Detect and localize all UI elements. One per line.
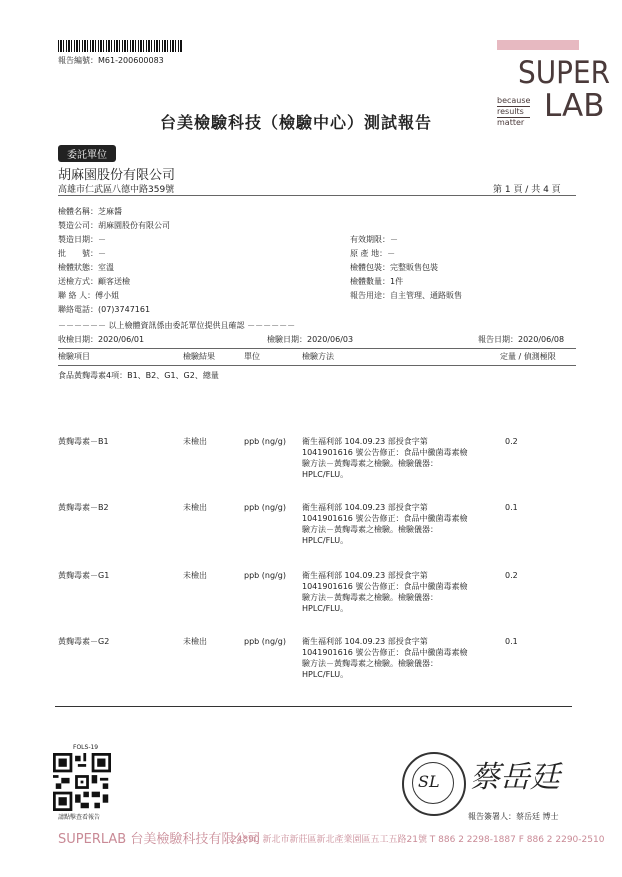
logo-tagline-line: results	[497, 107, 530, 118]
sample-expiry: 有效期限：－	[350, 235, 398, 244]
sample-state: 檢體狀態：室溫	[58, 263, 114, 272]
footer-address: 24890 新北市新莊區新北產業園區五工五路21號 T 886 2 2298-1887 F 886 2 2290-2510	[231, 835, 605, 845]
row-limit: 0.1	[505, 503, 518, 512]
col-result: 檢驗結果	[183, 352, 215, 361]
row-method-line: 衛生福利部 104.09.23 部授食字第	[302, 637, 428, 646]
client-address: 高雄市仁武區八德中路359號	[58, 185, 175, 195]
row-unit: ppb (ng/g)	[244, 437, 286, 446]
row-item: 黃麴毒素－B2	[58, 503, 109, 512]
qr-code[interactable]	[53, 753, 111, 811]
row-limit: 0.2	[505, 571, 518, 580]
row-item: 黃麴毒素－G2	[58, 637, 110, 646]
qr-caption: 請點擊查看報告	[58, 814, 101, 821]
row-method-line: 1041901616 號公告修正：食品中黴菌毒素檢	[302, 514, 468, 523]
report-date: 報告日期：2020/06/08	[478, 335, 565, 344]
row-method-line: 1041901616 號公告修正：食品中黴菌毒素檢	[302, 648, 468, 657]
row-result: 未檢出	[183, 571, 207, 580]
row-method-line: 驗方法－黃麴毒素之檢驗。檢驗儀器：	[302, 659, 438, 668]
report-signer: 報告簽署人：蔡岳廷 博士	[468, 812, 559, 821]
sample-purpose: 報告用途：自主管理、通路販售	[350, 291, 462, 300]
sample-confirm-note: －－－－－－ 以上檢體資訊係由委託單位提供且確認 －－－－－－	[58, 321, 296, 330]
barcode	[58, 40, 182, 52]
logo-tagline-line: matter	[497, 118, 525, 127]
sample-delivery: 送檢方式：顧客送檢	[58, 277, 130, 286]
qr-code-id: FOLS-19	[73, 744, 99, 751]
report-title: 台美檢驗科技（檢驗中心）測試報告	[160, 113, 433, 132]
row-method-line: HPLC/FLU。	[302, 470, 349, 479]
sample-name: 檢體名稱：芝麻醬	[58, 207, 122, 216]
sample-phone: 聯絡電話：(07)3747161	[58, 305, 151, 314]
page-indicator: 第 1 頁 / 共 4 頁	[493, 185, 561, 195]
row-result: 未檢出	[183, 503, 207, 512]
row-limit: 0.2	[505, 437, 518, 446]
sample-contact: 聯 絡 人：傅小姐	[58, 291, 120, 300]
row-method-line: 驗方法－黃麴毒素之檢驗。檢驗儀器：	[302, 459, 438, 468]
logo-tagline	[497, 96, 530, 128]
row-method-line: 驗方法－黃麴毒素之檢驗。檢驗儀器：	[302, 525, 438, 534]
signature: 蔡岳廷	[470, 760, 560, 795]
logo-lab: LAB	[544, 88, 605, 124]
row-result: 未檢出	[183, 437, 207, 446]
row-method-line: 衛生福利部 104.09.23 部授食字第	[302, 437, 428, 446]
col-method: 檢驗方法	[302, 352, 334, 361]
divider	[58, 195, 576, 196]
received-date: 收檢日期：2020/06/01	[58, 335, 145, 344]
seal-initials: SL	[418, 772, 440, 791]
row-method-line: HPLC/FLU。	[302, 536, 349, 545]
sample-mfg-date: 製造日期：－	[58, 235, 106, 244]
col-item: 檢驗項目	[58, 352, 90, 361]
row-method-line: HPLC/FLU。	[302, 604, 349, 613]
test-group: 食品黃麴毒素4項：B1、B2、G1、G2、總量	[58, 371, 219, 380]
logo-tagline-line: because	[497, 96, 531, 105]
col-unit: 單位	[244, 352, 260, 361]
test-date: 檢驗日期：2020/06/03	[267, 335, 354, 344]
row-result: 未檢出	[183, 637, 207, 646]
row-item: 黃麴毒素－B1	[58, 437, 109, 446]
logo-accent-bar	[497, 40, 579, 50]
sample-packaging: 檢體包裝：完整販售包裝	[350, 263, 438, 272]
row-method-line: HPLC/FLU。	[302, 670, 349, 679]
col-limit: 定量 / 偵測極限	[500, 352, 556, 361]
report-number: 報告編號：M61-200600083	[58, 56, 164, 65]
sample-quantity: 檢體數量：1件	[350, 277, 404, 286]
logo-super: SUPER	[518, 55, 610, 91]
row-method-line: 驗方法－黃麴毒素之檢驗。檢驗儀器：	[302, 593, 438, 602]
row-unit: ppb (ng/g)	[244, 571, 286, 580]
table-bottom-rule	[55, 706, 572, 707]
client-company: 胡麻園股份有限公司	[58, 168, 176, 183]
sample-origin: 原 產 地：－	[350, 249, 396, 258]
client-badge: 委託單位	[58, 145, 116, 162]
row-item: 黃麴毒素－G1	[58, 571, 110, 580]
row-method-line: 1041901616 號公告修正：食品中黴菌毒素檢	[302, 448, 468, 457]
row-limit: 0.1	[505, 637, 518, 646]
row-method-line: 1041901616 號公告修正：食品中黴菌毒素檢	[302, 582, 468, 591]
row-unit: ppb (ng/g)	[244, 503, 286, 512]
row-unit: ppb (ng/g)	[244, 637, 286, 646]
sample-batch: 批 號：－	[58, 249, 106, 258]
footer-brand: SUPERLAB 台美檢驗科技有限公司	[58, 832, 261, 847]
row-method-line: 衛生福利部 104.09.23 部授食字第	[302, 503, 428, 512]
sample-manufacturer: 製造公司：胡麻園股份有限公司	[58, 221, 170, 230]
row-method-line: 衛生福利部 104.09.23 部授食字第	[302, 571, 428, 580]
